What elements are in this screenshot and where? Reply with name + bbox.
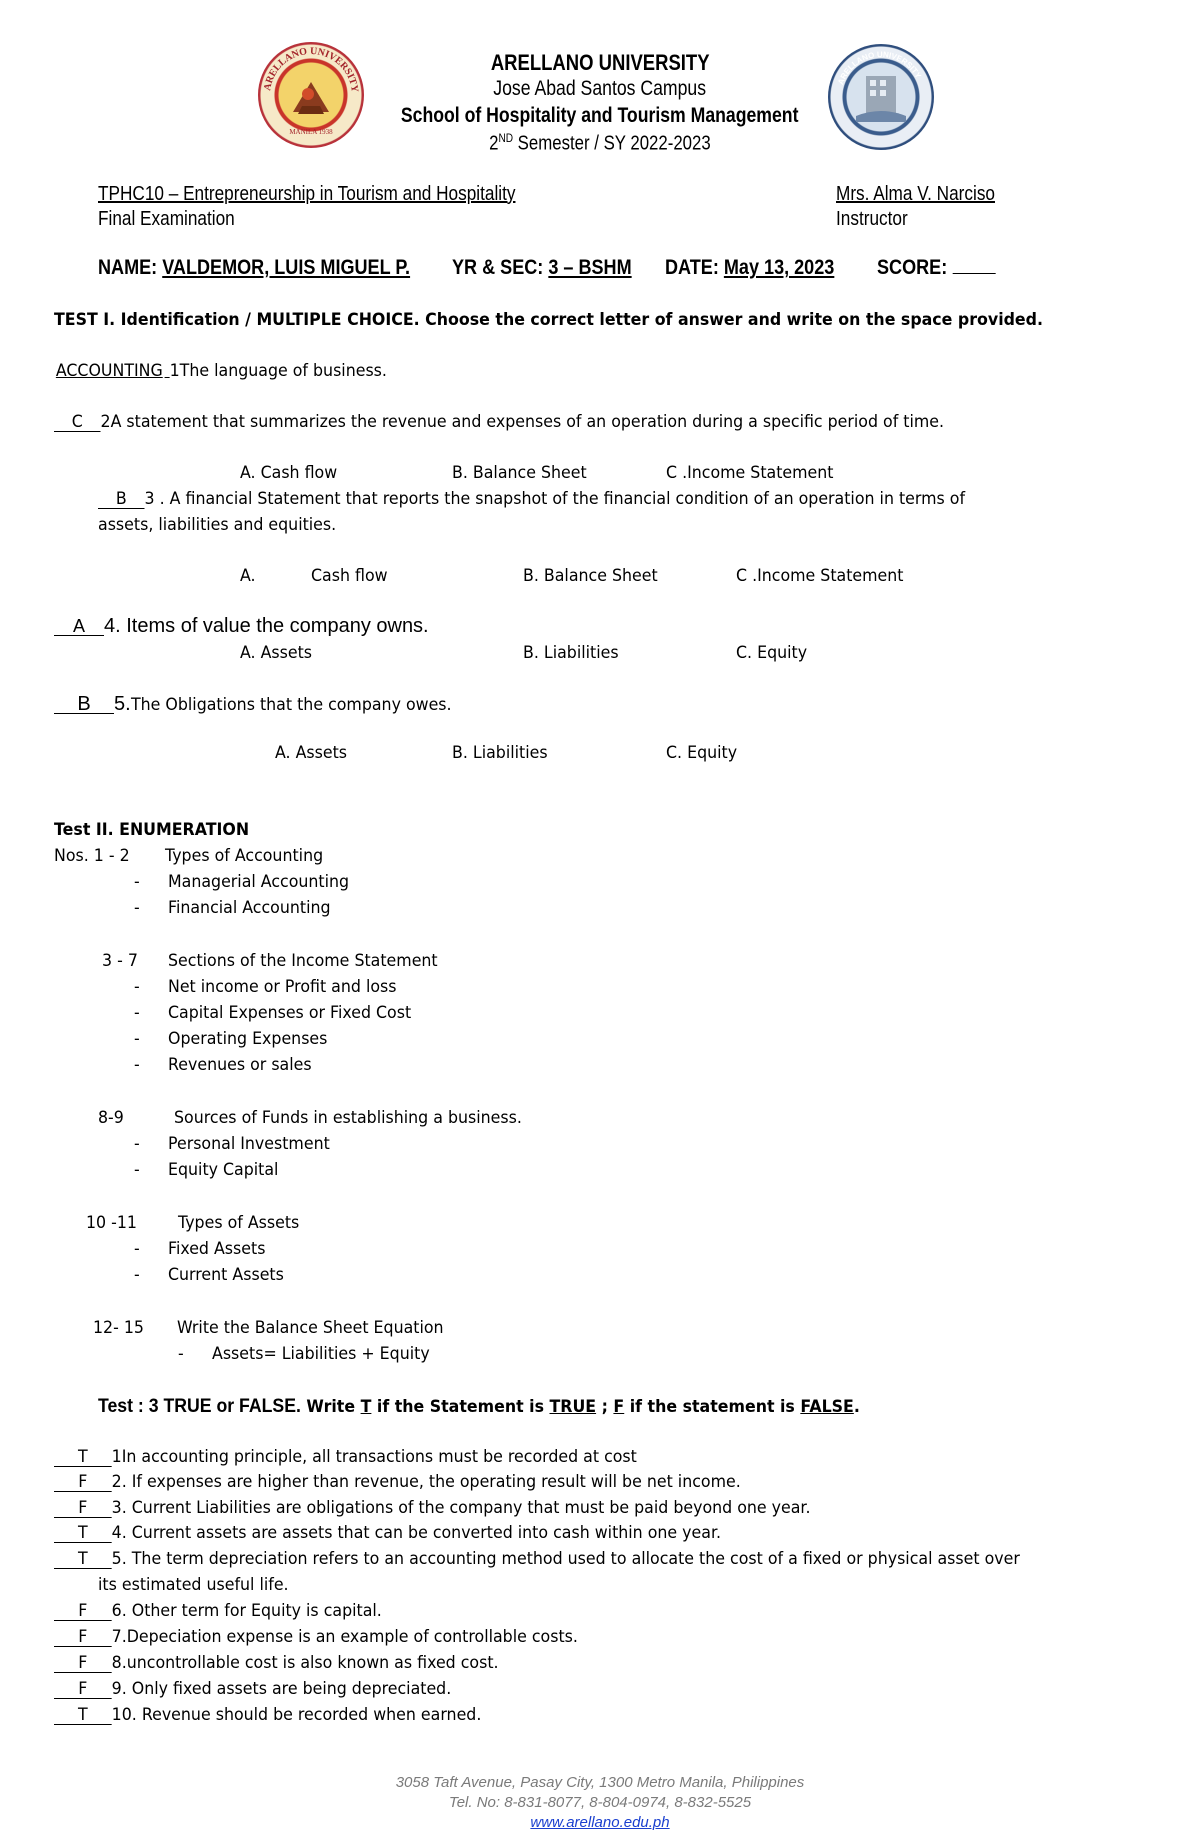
name-label: NAME:: [98, 256, 158, 279]
tf-item-2: [54, 1472, 741, 1492]
choice-a-text: Cash flow: [311, 566, 388, 586]
semester-line: 2ND Semester / SY 2022-2023: [489, 131, 711, 155]
enum-dash: -: [134, 1029, 140, 1049]
seal-right-text: ARELLANO UNIVERSITY: [836, 49, 923, 86]
footer-website-link[interactable]: www.arellano.edu.ph: [530, 1814, 670, 1831]
test1-item-4: A 4. Items of value the company owns.: [54, 615, 429, 638]
question-text-cont: assets, liabilities and equities.: [98, 515, 337, 535]
enum-range: 12- 15: [93, 1318, 144, 1338]
enum-dash: -: [134, 872, 140, 892]
tf-item-8: [54, 1653, 499, 1673]
instructor-name: Mrs. Alma V. Narciso: [836, 183, 995, 205]
school-name: School of Hospitality and Tourism Management: [401, 104, 799, 127]
enum-range: 10 -11: [86, 1213, 137, 1233]
tf-answer[interactable]: F: [54, 1499, 112, 1518]
tf-item-1: [54, 1447, 637, 1467]
enum-item: Financial Accounting: [168, 898, 331, 918]
question-text: . A financial Statement that reports the snapshot of the financial condition of an operation in terms of: [154, 489, 966, 509]
tf-item-7: [54, 1627, 578, 1647]
student-info-row: [98, 256, 410, 280]
tf-item-5: [54, 1549, 1020, 1569]
tf-text: 9. Only fixed assets are being depreciated.: [111, 1679, 452, 1699]
date-row: [665, 256, 834, 280]
enum-dash: -: [134, 1160, 140, 1180]
tf-item-4: [54, 1523, 721, 1543]
tf-text: 10. Revenue should be recorded when earned.: [111, 1705, 482, 1725]
university-name: ARELLANO UNIVERSITY: [490, 50, 710, 75]
tf-text: 3. Current Liabilities are obligations of the company that must be paid beyond one year.: [111, 1498, 811, 1518]
tf-text: 4. Current assets are assets that can be converted into cash within one year.: [111, 1523, 722, 1543]
test1-heading: TEST I. Identification / MULTIPLE CHOICE. Choose the correct letter of answer and write on the space provided.: [54, 310, 1043, 330]
question-text: Items of value the company owns.: [120, 615, 429, 637]
date-value[interactable]: May 13, 2023: [723, 256, 835, 279]
choice-a: A. Assets: [275, 743, 348, 763]
tf-item-6: [54, 1601, 382, 1621]
tf-text: 5. The term depreciation refers to an accounting method used to allocate the cost of a fixed or physical asset over: [111, 1549, 1020, 1569]
test1-item-3: B 3 . A financial Statement that reports the snapshot of the financial condition of an operation in terms of: [98, 489, 965, 509]
choice-a: A.: [240, 566, 256, 586]
enum-dash: -: [134, 1134, 140, 1154]
tf-text: 8.uncontrollable cost is also known as fixed cost.: [111, 1653, 499, 1673]
exam-title: Final Examination: [98, 208, 235, 230]
choice-a: A. Assets: [240, 643, 313, 663]
test2-heading: Test II. ENUMERATION: [54, 820, 250, 840]
choice-c: C .Income Statement: [666, 463, 834, 483]
tf-answer[interactable]: F: [54, 1628, 112, 1647]
enum-dash: -: [134, 898, 140, 918]
answer-blank-1[interactable]: ACCOUNTING: [55, 361, 163, 381]
student-name[interactable]: VALDEMOR, LUIS MIGUEL P.: [162, 256, 411, 279]
answer-blank-4[interactable]: A: [54, 617, 104, 636]
choice-b: B. Liabilities: [523, 643, 619, 663]
course-title: TPHC10 – Entrepreneurship in Tourism and Hospitality: [98, 183, 516, 205]
enum-range: Nos. 1 - 2: [54, 846, 130, 866]
tf-answer[interactable]: F: [54, 1473, 112, 1492]
enum-range: 3 - 7: [102, 951, 138, 971]
enum-dash: -: [134, 1265, 140, 1285]
campus-name: Jose Abad Santos Campus: [493, 77, 707, 100]
enum-dash: -: [134, 1003, 140, 1023]
choice-c: C .Income Statement: [736, 566, 904, 586]
test3-heading: Test : 3 TRUE or FALSE. Write T if the Statement is TRUE ; F if the statement is FALSE.: [98, 1396, 860, 1417]
enum-title: Sections of the Income Statement: [168, 951, 438, 971]
enum-item: Revenues or sales: [168, 1055, 312, 1075]
enum-item: Personal Investment: [168, 1134, 330, 1154]
enum-dash: -: [178, 1344, 184, 1364]
enum-item: Capital Expenses or Fixed Cost: [168, 1003, 412, 1023]
choice-b: B. Liabilities: [452, 743, 548, 763]
tf-answer[interactable]: T: [54, 1706, 112, 1725]
tf-text: 1In accounting principle, all transactions must be recorded at cost: [111, 1447, 637, 1467]
seal-left-text: ARELLANO UNIVERSITY: [262, 45, 360, 93]
tf-text: 6. Other term for Equity is capital.: [111, 1601, 382, 1621]
enum-title: Write the Balance Sheet Equation: [177, 1318, 444, 1338]
question-text: A statement that summarizes the revenue and expenses of an operation during a specific period of time.: [110, 412, 945, 432]
test1-item-2: C 2A statement that summarizes the revenue and expenses of an operation during a specific period of time.: [54, 412, 944, 432]
test1-item-1: ACCOUNTING 1The language of business.: [55, 361, 387, 381]
yrsec-row: [452, 256, 632, 280]
choice-b: B. Balance Sheet: [452, 463, 587, 483]
tf-item-10: [54, 1705, 481, 1725]
enum-item: Current Assets: [168, 1265, 284, 1285]
choice-a: A. Cash flow: [240, 463, 338, 483]
enum-item: Managerial Accounting: [168, 872, 350, 892]
tf-item-9: [54, 1679, 451, 1699]
tf-text: 7.Depeciation expense is an example of controllable costs.: [111, 1627, 578, 1647]
choice-c: C. Equity: [736, 643, 808, 663]
tf-answer[interactable]: F: [54, 1602, 112, 1621]
instructor-label: Instructor: [836, 208, 908, 230]
answer-blank-3[interactable]: B: [98, 490, 145, 509]
enum-title: Types of Accounting: [165, 846, 324, 866]
enum-item: Fixed Assets: [168, 1239, 266, 1259]
score-label: SCORE:: [877, 256, 948, 279]
enum-item: Net income or Profit and loss: [168, 977, 397, 997]
tf-answer[interactable]: T: [54, 1448, 112, 1467]
tf-answer[interactable]: F: [54, 1654, 112, 1673]
seal-left-subtext: MANILA 1938: [289, 128, 333, 136]
answer-blank-5[interactable]: B: [54, 695, 114, 714]
tf-text: 2. If expenses are higher than revenue, the operating result will be net income.: [111, 1472, 741, 1492]
footer-address: 3058 Taft Avenue, Pasay City, 1300 Metro Manila, Philippines: [395, 1774, 805, 1791]
footer-tel: Tel. No: 8-831-8077, 8-804-0974, 8-832-5525: [448, 1794, 752, 1811]
question-text: The Obligations that the company owes.: [130, 695, 452, 715]
tf-answer[interactable]: T: [54, 1524, 112, 1543]
enum-dash: -: [134, 1055, 140, 1075]
answer-blank-2[interactable]: C: [54, 413, 101, 432]
tf-answer[interactable]: T: [54, 1550, 112, 1569]
tf-answer[interactable]: F: [54, 1680, 112, 1699]
yrsec-value[interactable]: 3 – BSHM: [548, 256, 632, 279]
question-text: The language of business.: [179, 361, 387, 381]
enum-dash: -: [134, 977, 140, 997]
choice-c: C. Equity: [666, 743, 738, 763]
tf-item-3: [54, 1498, 810, 1518]
enum-item: Equity Capital: [168, 1160, 279, 1180]
score-field[interactable]: [952, 273, 995, 274]
enum-item: Assets= Liabilities + Equity: [212, 1344, 430, 1364]
enum-title: Sources of Funds in establishing a business.: [174, 1108, 522, 1128]
test1-item-5: B 5.The Obligations that the company owes.: [54, 693, 475, 716]
enum-range: 8-9: [98, 1108, 124, 1128]
choice-b: B. Balance Sheet: [523, 566, 658, 586]
date-label: DATE:: [665, 256, 719, 279]
enum-dash: -: [134, 1239, 140, 1259]
yrsec-label: YR & SEC:: [452, 256, 544, 279]
score-row: [877, 256, 995, 280]
enum-title: Types of Assets: [178, 1213, 300, 1233]
enum-item: Operating Expenses: [168, 1029, 328, 1049]
tf-text-cont: its estimated useful life.: [98, 1575, 289, 1595]
